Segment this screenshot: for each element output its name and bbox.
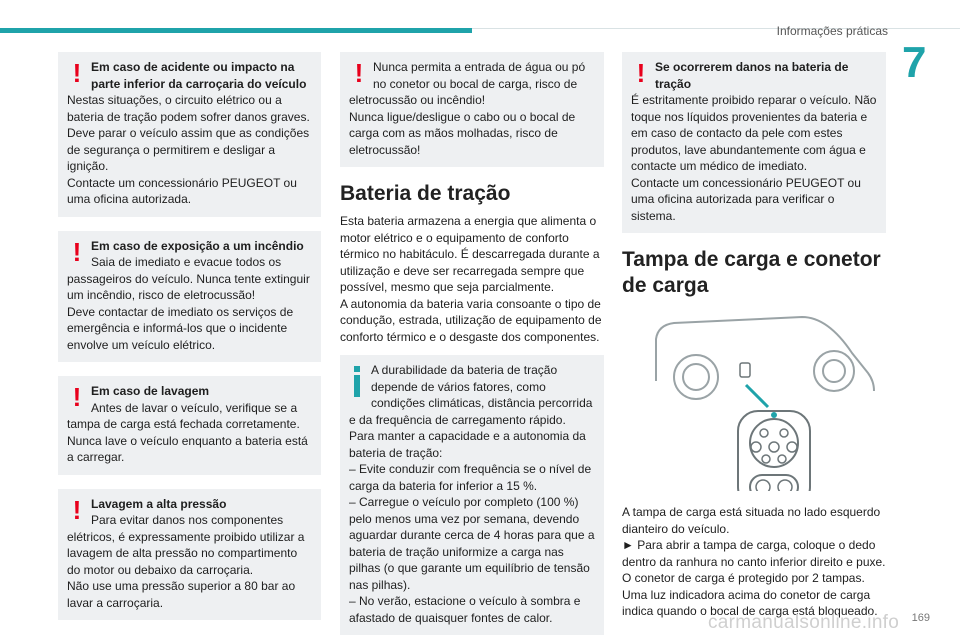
warning-title: Lavagem a alta pressão	[91, 496, 227, 511]
body-paragraph: O conetor de carga é protegido por 2 tampas.	[622, 571, 865, 585]
warning-text: Não use uma pressão superior a 80 bar ao lavar a carroçaria.	[67, 579, 296, 610]
warning-title: Se ocorrerem danos na bateria de tração	[655, 60, 849, 91]
chapter-number: 7	[902, 38, 927, 87]
body-paragraph: Esta bateria armazena a energia que alimenta o motor elétrico e o equipamento de conforto térmico no habitáculo. É descarregada durante a utilização e deve ser recarregada sempre que possível, mesmo que seja parcialmente.	[340, 214, 600, 294]
body-paragraph: Uma luz indicadora acima do conetor de carga indica quando o bocal de carga está bloqueado.	[622, 587, 878, 618]
warning-box-water	[340, 52, 604, 167]
info-box-durability	[340, 355, 604, 635]
warning-box-fire	[58, 231, 321, 363]
watermark: carmanualsonline.info	[708, 612, 900, 633]
warning-text: Nunca ligue/desligue o cabo ou o bocal de carga com as mãos molhadas, risco de eletrocussão!	[349, 109, 576, 157]
header-accent-bar	[0, 28, 472, 33]
warning-box-accident	[58, 52, 321, 217]
warning-text: Para evitar danos nos componentes elétricos, é expressamente proibido utilizar a lavagem de alta pressão no compartimento do motor ou debaixo da carroçaria.	[67, 513, 305, 577]
charging-connector-illustration	[652, 311, 882, 491]
section-heading-battery: Bateria de tração	[340, 182, 511, 205]
section-heading-charging-flap: Tampa de carga e conetor de carga	[622, 248, 881, 297]
warning-text: Nunca lave o veículo enquanto a bateria está a carregar.	[67, 433, 308, 464]
warning-text: Deve parar o veículo assim que as condições de segurança o permitirem e desligar a ignição.	[67, 126, 310, 173]
warning-box-high-pressure	[58, 489, 321, 621]
body-paragraph: A tampa de carga está situada no lado esquerdo dianteiro do veículo.	[622, 505, 881, 536]
info-icon	[349, 366, 365, 398]
page-number: 169	[911, 612, 930, 624]
section-label: Informações práticas	[776, 24, 888, 38]
warning-exclamation-icon: !	[636, 58, 646, 88]
info-text: A durabilidade da bateria de tração depende de vários fatores, como condições climáticas, distância percorrida e da frequência de carregamento rápido.	[349, 363, 593, 427]
right-column	[622, 52, 886, 620]
warning-box-battery-damage	[622, 52, 886, 233]
warning-text: Contacte um concessionário PEUGEOT ou uma oficina autorizada para verificar o sistema.	[631, 175, 861, 223]
warning-text: Saia de imediato e evacue todos os passageiros do veículo. Nunca tente extinguir um incêndio, risco de eletrocussão!	[67, 255, 310, 302]
warning-exclamation-icon: !	[72, 236, 82, 267]
warning-text: Antes de lavar o veículo, verifique se a tampa de carga está fechada corretamente.	[67, 400, 300, 431]
warning-exclamation-icon: !	[72, 382, 82, 412]
warning-text: É estritamente proibido reparar o veículo. Não toque nos líquidos provenientes da bateria e em caso de contacto da pele com estes produtos, lave abundantemente com água e contacte um médico de imediato.	[631, 93, 877, 173]
info-text: – Evite conduzir com frequência se o nível de carga da bateria for inferior a 15 %.	[349, 462, 592, 493]
info-text: Para manter a capacidade e a autonomia da bateria de tração:	[349, 429, 586, 460]
warning-text: Nunca permita a entrada de água ou pó no conetor ou bocal de carga, risco de eletrocussão ou incêndio!	[349, 60, 586, 107]
warning-box-washing	[58, 376, 321, 475]
warning-text: Deve contactar de imediato os serviços de emergência e informá-los que o incidente envolve um veículo elétrico.	[67, 304, 294, 352]
body-paragraph: A autonomia da bateria varia consoante o tipo de condução, estrada, utilização de equipamento de conforto térmico e o desgaste dos componentes.	[340, 296, 602, 344]
warning-title: Em caso de acidente ou impacto na parte inferior da carroçaria do veículo	[91, 60, 307, 91]
warning-exclamation-icon: !	[72, 58, 82, 88]
warning-title: Em caso de exposição a um incêndio	[91, 238, 304, 253]
warning-exclamation-icon: !	[72, 494, 82, 525]
info-text: – No verão, estacione o veículo à sombra e afastado de quaisquer fontes de calor.	[349, 594, 581, 625]
warning-exclamation-icon: !	[354, 58, 364, 88]
left-column	[58, 52, 321, 630]
body-paragraph: ► Para abrir a tampa de carga, coloque o dedo dentro da ranhura no canto inferior direito e puxe.	[622, 538, 886, 569]
warning-title: Em caso de lavagem	[91, 384, 210, 398]
warning-text: Contacte um concessionário PEUGEOT ou uma oficina autorizada.	[67, 175, 297, 206]
info-text: – Carregue o veículo por completo (100 %) pelo menos uma vez por semana, devendo aguardar durante cerca de 4 horas para que a bateria de tração uniformize a carga nas pilhas (o que garante um equilíbrio de tensão nas pilhas).	[349, 495, 595, 592]
warning-text: Nestas situações, o circuito elétrico ou a bateria de tração podem sofrer danos graves.	[67, 93, 310, 124]
middle-column	[340, 52, 604, 640]
